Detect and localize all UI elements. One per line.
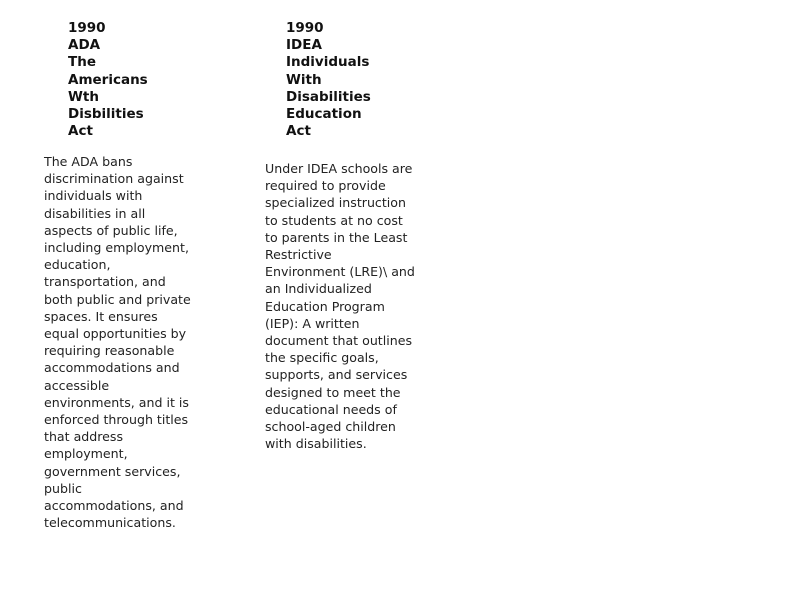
idea-title <box>286 20 371 140</box>
idea-title-line: Education <box>286 106 362 123</box>
idea-title-line: Disabilities <box>286 88 371 105</box>
ada-title-line: ADA <box>68 37 101 54</box>
ada-title <box>68 20 148 140</box>
idea-title-line: Act <box>286 123 311 140</box>
ada-description: The ADA bans discrimination against individuals with disabilities in all aspects of public life, including employment, education, transportation, and both public and private spaces. It ensures equal opportunities by requiring reasonable accommodations and accessible environments, and it is enforced through titles that address employment, government services, public accommodations, and telecommunications. <box>44 154 191 531</box>
ada-title-line: Disbilities <box>68 106 144 123</box>
ada-title-line: The <box>68 54 96 71</box>
ada-title-line: Act <box>68 123 93 140</box>
idea-title-line: With <box>286 71 322 88</box>
idea-title-line: Individuals <box>286 54 370 71</box>
idea-title-line: 1990 <box>286 20 324 36</box>
ada-title-line: Wth <box>68 88 99 105</box>
idea-description: Under IDEA schools are required to provide specialized instruction to students at no cost to parents in the Least Restrictive Environment (LRE)\ and an Individualized Education Program (IEP): A written document that outlines the specific goals, supports, and services designed to meet the educational needs of school-aged children with disabilities. <box>265 161 415 452</box>
ada-title-line: 1990 <box>68 20 106 36</box>
ada-title-line: Americans <box>68 71 148 88</box>
idea-title-line: IDEA <box>286 37 322 54</box>
